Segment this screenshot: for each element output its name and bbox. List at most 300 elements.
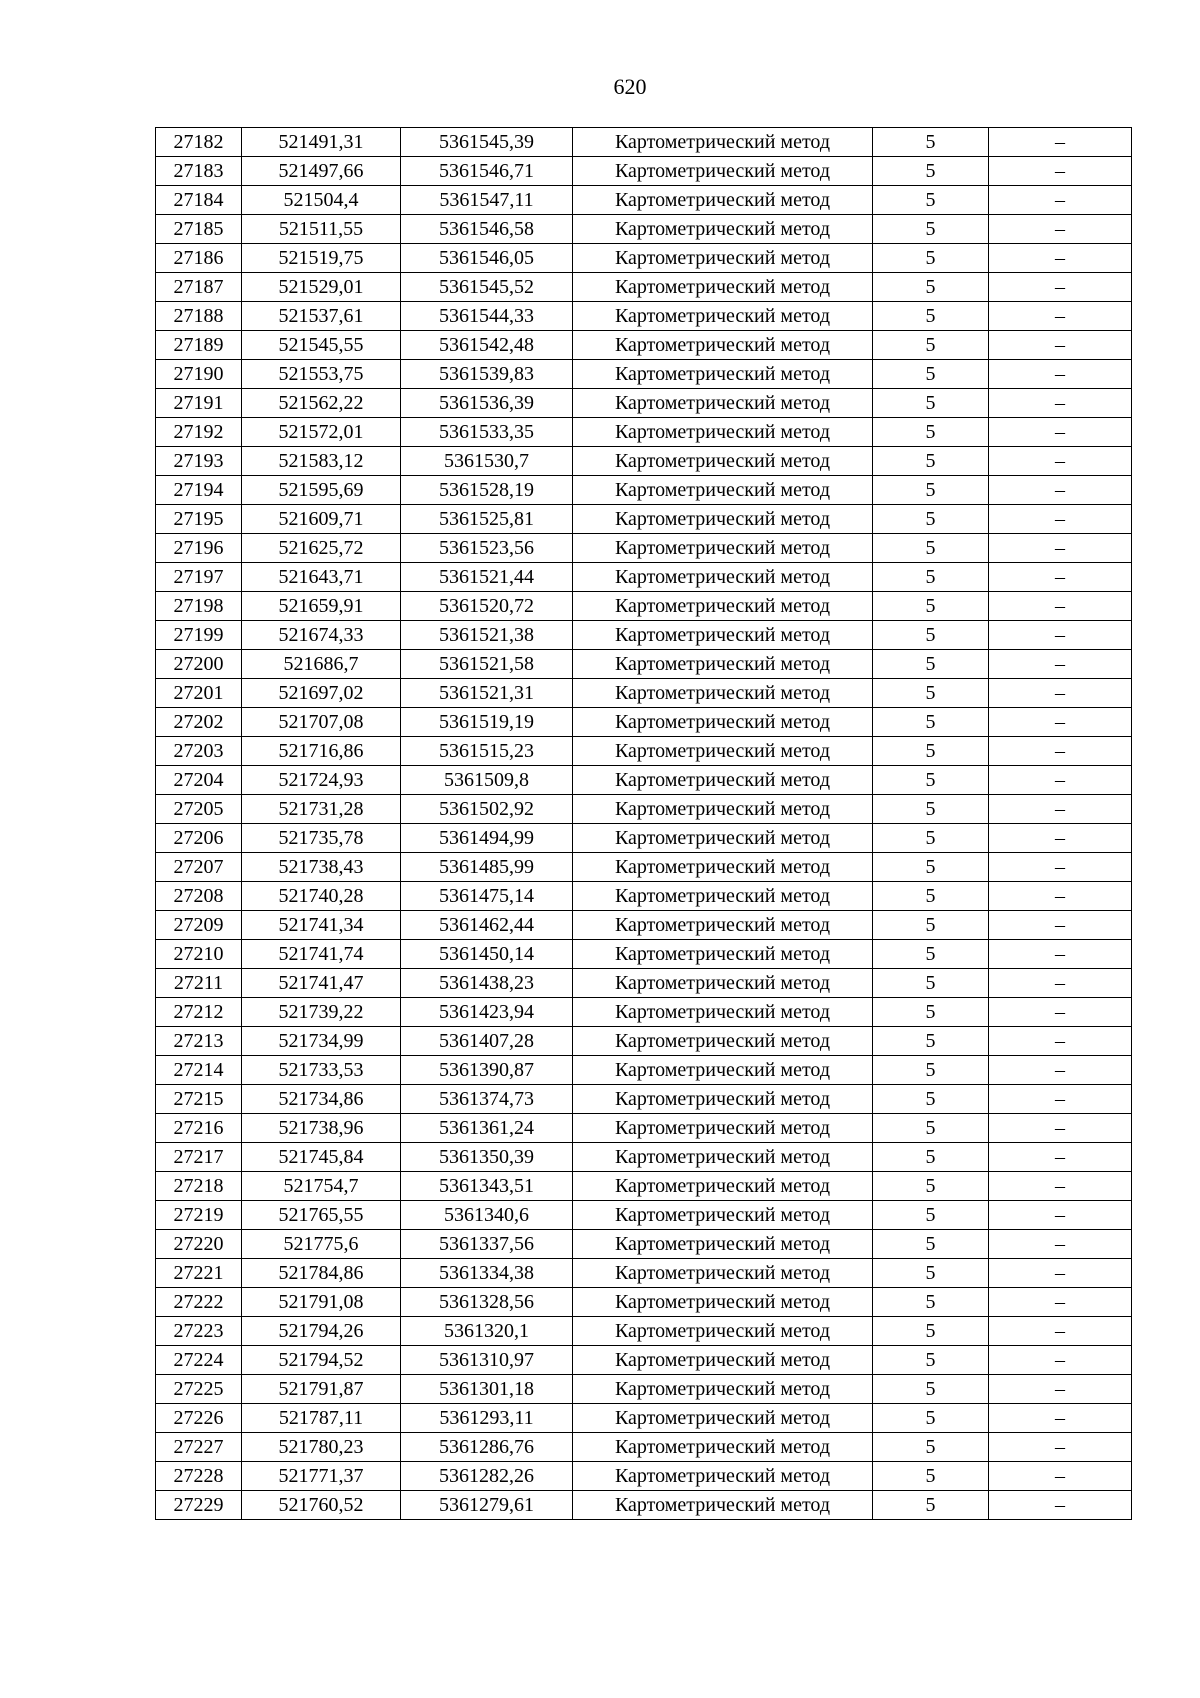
table-row — [156, 215, 1132, 244]
y-coordinate-cell: 5361438,23 — [401, 969, 573, 998]
accuracy-cell: 5 — [873, 766, 989, 795]
x-coordinate-cell: 521643,71 — [242, 563, 401, 592]
point-number-cell: 27207 — [156, 853, 242, 882]
method-cell: Картометрический метод — [573, 766, 873, 795]
x-coordinate-cell: 521537,61 — [242, 302, 401, 331]
method-cell: Картометрический метод — [573, 1317, 873, 1346]
accuracy-cell: 5 — [873, 1056, 989, 1085]
accuracy-cell: 5 — [873, 1404, 989, 1433]
coordinates-table — [155, 127, 1132, 1520]
method-cell: Картометрический метод — [573, 969, 873, 998]
point-number-cell: 27183 — [156, 157, 242, 186]
point-number-cell: 27228 — [156, 1462, 242, 1491]
point-number-cell: 27229 — [156, 1491, 242, 1520]
page-number: 620 — [613, 74, 647, 99]
x-coordinate-cell: 521760,52 — [242, 1491, 401, 1520]
accuracy-cell: 5 — [873, 331, 989, 360]
point-number-cell: 27206 — [156, 824, 242, 853]
method-cell: Картометрический метод — [573, 447, 873, 476]
description-cell: – — [989, 1027, 1132, 1056]
description-cell: – — [989, 1259, 1132, 1288]
table-row — [156, 563, 1132, 592]
x-coordinate-cell: 521784,86 — [242, 1259, 401, 1288]
y-coordinate-cell: 5361533,35 — [401, 418, 573, 447]
y-coordinate-cell: 5361547,11 — [401, 186, 573, 215]
accuracy-cell: 5 — [873, 1346, 989, 1375]
method-cell: Картометрический метод — [573, 534, 873, 563]
method-cell: Картометрический метод — [573, 824, 873, 853]
accuracy-cell: 5 — [873, 708, 989, 737]
table-row — [156, 360, 1132, 389]
y-coordinate-cell: 5361462,44 — [401, 911, 573, 940]
x-coordinate-cell: 521734,99 — [242, 1027, 401, 1056]
point-number-cell: 27182 — [156, 128, 242, 157]
table-row — [156, 418, 1132, 447]
x-coordinate-cell: 521791,08 — [242, 1288, 401, 1317]
description-cell: – — [989, 766, 1132, 795]
point-number-cell: 27190 — [156, 360, 242, 389]
x-coordinate-cell: 521733,53 — [242, 1056, 401, 1085]
table-row — [156, 650, 1132, 679]
x-coordinate-cell: 521595,69 — [242, 476, 401, 505]
description-cell: – — [989, 331, 1132, 360]
method-cell: Картометрический метод — [573, 1433, 873, 1462]
x-coordinate-cell: 521775,6 — [242, 1230, 401, 1259]
description-cell: – — [989, 389, 1132, 418]
accuracy-cell: 5 — [873, 215, 989, 244]
x-coordinate-cell: 521553,75 — [242, 360, 401, 389]
point-number-cell: 27184 — [156, 186, 242, 215]
point-number-cell: 27185 — [156, 215, 242, 244]
method-cell: Картометрический метод — [573, 592, 873, 621]
x-coordinate-cell: 521724,93 — [242, 766, 401, 795]
table-row — [156, 592, 1132, 621]
description-cell: – — [989, 418, 1132, 447]
point-number-cell: 27191 — [156, 389, 242, 418]
point-number-cell: 27189 — [156, 331, 242, 360]
point-number-cell: 27216 — [156, 1114, 242, 1143]
x-coordinate-cell: 521583,12 — [242, 447, 401, 476]
x-coordinate-cell: 521738,96 — [242, 1114, 401, 1143]
point-number-cell: 27223 — [156, 1317, 242, 1346]
x-coordinate-cell: 521791,87 — [242, 1375, 401, 1404]
table-row — [156, 157, 1132, 186]
accuracy-cell: 5 — [873, 650, 989, 679]
point-number-cell: 27203 — [156, 737, 242, 766]
x-coordinate-cell: 521519,75 — [242, 244, 401, 273]
method-cell: Картометрический метод — [573, 1462, 873, 1491]
y-coordinate-cell: 5361337,56 — [401, 1230, 573, 1259]
y-coordinate-cell: 5361545,52 — [401, 273, 573, 302]
table-row — [156, 708, 1132, 737]
method-cell: Картометрический метод — [573, 650, 873, 679]
description-cell: – — [989, 273, 1132, 302]
description-cell: – — [989, 1491, 1132, 1520]
method-cell: Картометрический метод — [573, 1491, 873, 1520]
accuracy-cell: 5 — [873, 1375, 989, 1404]
accuracy-cell: 5 — [873, 1201, 989, 1230]
method-cell: Картометрический метод — [573, 1230, 873, 1259]
point-number-cell: 27204 — [156, 766, 242, 795]
method-cell: Картометрический метод — [573, 853, 873, 882]
point-number-cell: 27210 — [156, 940, 242, 969]
method-cell: Картометрический метод — [573, 1085, 873, 1114]
accuracy-cell: 5 — [873, 940, 989, 969]
description-cell: – — [989, 128, 1132, 157]
table-row — [156, 1259, 1132, 1288]
description-cell: – — [989, 853, 1132, 882]
method-cell: Картометрический метод — [573, 1114, 873, 1143]
point-number-cell: 27227 — [156, 1433, 242, 1462]
point-number-cell: 27211 — [156, 969, 242, 998]
point-number-cell: 27209 — [156, 911, 242, 940]
accuracy-cell: 5 — [873, 447, 989, 476]
point-number-cell: 27194 — [156, 476, 242, 505]
table-row — [156, 505, 1132, 534]
method-cell: Картометрический метод — [573, 360, 873, 389]
y-coordinate-cell: 5361374,73 — [401, 1085, 573, 1114]
description-cell: – — [989, 563, 1132, 592]
point-number-cell: 27195 — [156, 505, 242, 534]
description-cell: – — [989, 447, 1132, 476]
description-cell: – — [989, 882, 1132, 911]
x-coordinate-cell: 521765,55 — [242, 1201, 401, 1230]
table-body — [156, 128, 1132, 1520]
description-cell: – — [989, 360, 1132, 389]
accuracy-cell: 5 — [873, 1143, 989, 1172]
point-number-cell: 27200 — [156, 650, 242, 679]
accuracy-cell: 5 — [873, 302, 989, 331]
accuracy-cell: 5 — [873, 882, 989, 911]
accuracy-cell: 5 — [873, 476, 989, 505]
y-coordinate-cell: 5361520,72 — [401, 592, 573, 621]
y-coordinate-cell: 5361390,87 — [401, 1056, 573, 1085]
y-coordinate-cell: 5361544,33 — [401, 302, 573, 331]
y-coordinate-cell: 5361546,58 — [401, 215, 573, 244]
accuracy-cell: 5 — [873, 1085, 989, 1114]
point-number-cell: 27225 — [156, 1375, 242, 1404]
y-coordinate-cell: 5361334,38 — [401, 1259, 573, 1288]
description-cell: – — [989, 737, 1132, 766]
description-cell: – — [989, 476, 1132, 505]
y-coordinate-cell: 5361542,48 — [401, 331, 573, 360]
point-number-cell: 27215 — [156, 1085, 242, 1114]
y-coordinate-cell: 5361407,28 — [401, 1027, 573, 1056]
table-row — [156, 1230, 1132, 1259]
point-number-cell: 27208 — [156, 882, 242, 911]
description-cell: – — [989, 1056, 1132, 1085]
y-coordinate-cell: 5361279,61 — [401, 1491, 573, 1520]
accuracy-cell: 5 — [873, 418, 989, 447]
accuracy-cell: 5 — [873, 621, 989, 650]
description-cell: – — [989, 1404, 1132, 1433]
method-cell: Картометрический метод — [573, 1201, 873, 1230]
method-cell: Картометрический метод — [573, 1056, 873, 1085]
method-cell: Картометрический метод — [573, 244, 873, 273]
y-coordinate-cell: 5361310,97 — [401, 1346, 573, 1375]
accuracy-cell: 5 — [873, 824, 989, 853]
y-coordinate-cell: 5361485,99 — [401, 853, 573, 882]
table-row — [156, 447, 1132, 476]
table-row — [156, 911, 1132, 940]
point-number-cell: 27202 — [156, 708, 242, 737]
accuracy-cell: 5 — [873, 998, 989, 1027]
accuracy-cell: 5 — [873, 679, 989, 708]
x-coordinate-cell: 521741,74 — [242, 940, 401, 969]
description-cell: – — [989, 1172, 1132, 1201]
method-cell: Картометрический метод — [573, 911, 873, 940]
accuracy-cell: 5 — [873, 505, 989, 534]
table-row — [156, 998, 1132, 1027]
y-coordinate-cell: 5361343,51 — [401, 1172, 573, 1201]
point-number-cell: 27224 — [156, 1346, 242, 1375]
y-coordinate-cell: 5361523,56 — [401, 534, 573, 563]
accuracy-cell: 5 — [873, 1230, 989, 1259]
description-cell: – — [989, 998, 1132, 1027]
point-number-cell: 27197 — [156, 563, 242, 592]
table-row — [156, 1085, 1132, 1114]
table-row — [156, 795, 1132, 824]
y-coordinate-cell: 5361530,7 — [401, 447, 573, 476]
method-cell: Картометрический метод — [573, 1375, 873, 1404]
accuracy-cell: 5 — [873, 737, 989, 766]
accuracy-cell: 5 — [873, 389, 989, 418]
method-cell: Картометрический метод — [573, 128, 873, 157]
method-cell: Картометрический метод — [573, 331, 873, 360]
point-number-cell: 27201 — [156, 679, 242, 708]
method-cell: Картометрический метод — [573, 1404, 873, 1433]
description-cell: – — [989, 1230, 1132, 1259]
y-coordinate-cell: 5361545,39 — [401, 128, 573, 157]
accuracy-cell: 5 — [873, 1462, 989, 1491]
table-row — [156, 766, 1132, 795]
method-cell: Картометрический метод — [573, 1288, 873, 1317]
table-row — [156, 389, 1132, 418]
y-coordinate-cell: 5361509,8 — [401, 766, 573, 795]
y-coordinate-cell: 5361328,56 — [401, 1288, 573, 1317]
accuracy-cell: 5 — [873, 592, 989, 621]
point-number-cell: 27221 — [156, 1259, 242, 1288]
accuracy-cell: 5 — [873, 563, 989, 592]
description-cell: – — [989, 1288, 1132, 1317]
x-coordinate-cell: 521731,28 — [242, 795, 401, 824]
accuracy-cell: 5 — [873, 1317, 989, 1346]
method-cell: Картометрический метод — [573, 418, 873, 447]
accuracy-cell: 5 — [873, 157, 989, 186]
description-cell: – — [989, 1375, 1132, 1404]
method-cell: Картометрический метод — [573, 563, 873, 592]
point-number-cell: 27188 — [156, 302, 242, 331]
y-coordinate-cell: 5361521,58 — [401, 650, 573, 679]
table-row — [156, 824, 1132, 853]
point-number-cell: 27186 — [156, 244, 242, 273]
y-coordinate-cell: 5361282,26 — [401, 1462, 573, 1491]
method-cell: Картометрический метод — [573, 476, 873, 505]
y-coordinate-cell: 5361301,18 — [401, 1375, 573, 1404]
description-cell: – — [989, 1317, 1132, 1346]
x-coordinate-cell: 521771,37 — [242, 1462, 401, 1491]
table-row — [156, 1317, 1132, 1346]
point-number-cell: 27217 — [156, 1143, 242, 1172]
y-coordinate-cell: 5361320,1 — [401, 1317, 573, 1346]
point-number-cell: 27220 — [156, 1230, 242, 1259]
accuracy-cell: 5 — [873, 1288, 989, 1317]
x-coordinate-cell: 521794,52 — [242, 1346, 401, 1375]
x-coordinate-cell: 521572,01 — [242, 418, 401, 447]
description-cell: – — [989, 505, 1132, 534]
accuracy-cell: 5 — [873, 244, 989, 273]
table-row — [156, 679, 1132, 708]
point-number-cell: 27198 — [156, 592, 242, 621]
table-row — [156, 853, 1132, 882]
table-row — [156, 302, 1132, 331]
description-cell: – — [989, 1114, 1132, 1143]
table-row — [156, 1027, 1132, 1056]
point-number-cell: 27226 — [156, 1404, 242, 1433]
accuracy-cell: 5 — [873, 1491, 989, 1520]
y-coordinate-cell: 5361546,05 — [401, 244, 573, 273]
y-coordinate-cell: 5361521,31 — [401, 679, 573, 708]
method-cell: Картометрический метод — [573, 505, 873, 534]
table-row — [156, 331, 1132, 360]
table-row — [156, 1375, 1132, 1404]
accuracy-cell: 5 — [873, 1114, 989, 1143]
x-coordinate-cell: 521787,11 — [242, 1404, 401, 1433]
x-coordinate-cell: 521794,26 — [242, 1317, 401, 1346]
y-coordinate-cell: 5361521,38 — [401, 621, 573, 650]
accuracy-cell: 5 — [873, 795, 989, 824]
point-number-cell: 27187 — [156, 273, 242, 302]
description-cell: – — [989, 708, 1132, 737]
method-cell: Картометрический метод — [573, 1346, 873, 1375]
method-cell: Картометрический метод — [573, 621, 873, 650]
accuracy-cell: 5 — [873, 1433, 989, 1462]
description-cell: – — [989, 302, 1132, 331]
method-cell: Картометрический метод — [573, 1143, 873, 1172]
accuracy-cell: 5 — [873, 273, 989, 302]
x-coordinate-cell: 521529,01 — [242, 273, 401, 302]
method-cell: Картометрический метод — [573, 157, 873, 186]
point-number-cell: 27214 — [156, 1056, 242, 1085]
point-number-cell: 27219 — [156, 1201, 242, 1230]
table-row — [156, 128, 1132, 157]
point-number-cell: 27196 — [156, 534, 242, 563]
table-row — [156, 476, 1132, 505]
method-cell: Картометрический метод — [573, 1027, 873, 1056]
description-cell: – — [989, 824, 1132, 853]
point-number-cell: 27212 — [156, 998, 242, 1027]
accuracy-cell: 5 — [873, 534, 989, 563]
description-cell: – — [989, 795, 1132, 824]
method-cell: Картометрический метод — [573, 1172, 873, 1201]
accuracy-cell: 5 — [873, 360, 989, 389]
accuracy-cell: 5 — [873, 853, 989, 882]
point-number-cell: 27193 — [156, 447, 242, 476]
point-number-cell: 27213 — [156, 1027, 242, 1056]
table-row — [156, 940, 1132, 969]
table-row — [156, 1462, 1132, 1491]
accuracy-cell: 5 — [873, 911, 989, 940]
table-row — [156, 534, 1132, 563]
y-coordinate-cell: 5361521,44 — [401, 563, 573, 592]
table-row — [156, 1346, 1132, 1375]
table-row — [156, 1288, 1132, 1317]
description-cell: – — [989, 679, 1132, 708]
description-cell: – — [989, 1462, 1132, 1491]
point-number-cell: 27199 — [156, 621, 242, 650]
y-coordinate-cell: 5361350,39 — [401, 1143, 573, 1172]
method-cell: Картометрический метод — [573, 737, 873, 766]
y-coordinate-cell: 5361494,99 — [401, 824, 573, 853]
method-cell: Картометрический метод — [573, 389, 873, 418]
table-row — [156, 1433, 1132, 1462]
x-coordinate-cell: 521697,02 — [242, 679, 401, 708]
table-row — [156, 1404, 1132, 1433]
y-coordinate-cell: 5361502,92 — [401, 795, 573, 824]
point-number-cell: 27205 — [156, 795, 242, 824]
description-cell: – — [989, 940, 1132, 969]
accuracy-cell: 5 — [873, 1259, 989, 1288]
description-cell: – — [989, 186, 1132, 215]
x-coordinate-cell: 521780,23 — [242, 1433, 401, 1462]
x-coordinate-cell: 521674,33 — [242, 621, 401, 650]
y-coordinate-cell: 5361536,39 — [401, 389, 573, 418]
table-row — [156, 186, 1132, 215]
accuracy-cell: 5 — [873, 969, 989, 998]
y-coordinate-cell: 5361539,83 — [401, 360, 573, 389]
x-coordinate-cell: 521504,4 — [242, 186, 401, 215]
accuracy-cell: 5 — [873, 1027, 989, 1056]
description-cell: – — [989, 1346, 1132, 1375]
table-row — [156, 1201, 1132, 1230]
y-coordinate-cell: 5361515,23 — [401, 737, 573, 766]
description-cell: – — [989, 1085, 1132, 1114]
x-coordinate-cell: 521754,7 — [242, 1172, 401, 1201]
x-coordinate-cell: 521707,08 — [242, 708, 401, 737]
table-row — [156, 969, 1132, 998]
y-coordinate-cell: 5361475,14 — [401, 882, 573, 911]
table-row — [156, 1056, 1132, 1085]
method-cell: Картометрический метод — [573, 795, 873, 824]
table-row — [156, 882, 1132, 911]
method-cell: Картометрический метод — [573, 708, 873, 737]
y-coordinate-cell: 5361361,24 — [401, 1114, 573, 1143]
table-row — [156, 1172, 1132, 1201]
x-coordinate-cell: 521659,91 — [242, 592, 401, 621]
x-coordinate-cell: 521741,47 — [242, 969, 401, 998]
method-cell: Картометрический метод — [573, 1259, 873, 1288]
x-coordinate-cell: 521545,55 — [242, 331, 401, 360]
accuracy-cell: 5 — [873, 186, 989, 215]
table-row — [156, 1114, 1132, 1143]
method-cell: Картометрический метод — [573, 940, 873, 969]
description-cell: – — [989, 1201, 1132, 1230]
description-cell: – — [989, 244, 1132, 273]
accuracy-cell: 5 — [873, 1172, 989, 1201]
y-coordinate-cell: 5361423,94 — [401, 998, 573, 1027]
point-number-cell: 27222 — [156, 1288, 242, 1317]
x-coordinate-cell: 521740,28 — [242, 882, 401, 911]
accuracy-cell: 5 — [873, 128, 989, 157]
x-coordinate-cell: 521625,72 — [242, 534, 401, 563]
method-cell: Картометрический метод — [573, 302, 873, 331]
x-coordinate-cell: 521497,66 — [242, 157, 401, 186]
y-coordinate-cell: 5361450,14 — [401, 940, 573, 969]
x-coordinate-cell: 521511,55 — [242, 215, 401, 244]
method-cell: Картометрический метод — [573, 998, 873, 1027]
table-row — [156, 244, 1132, 273]
x-coordinate-cell: 521745,84 — [242, 1143, 401, 1172]
